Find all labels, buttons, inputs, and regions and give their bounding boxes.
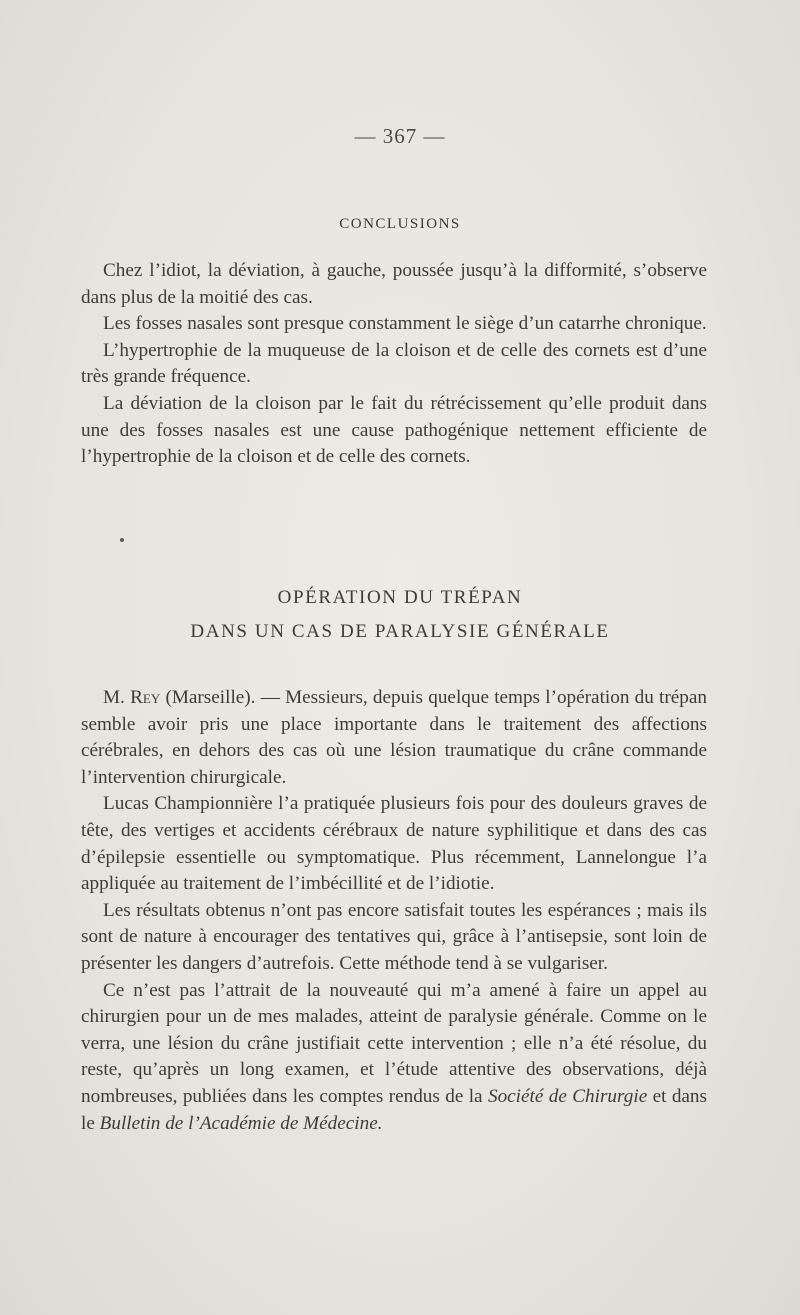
journal-title: Bulletin de l’Académie de Médecine. xyxy=(99,1112,383,1134)
stray-mark xyxy=(120,538,124,542)
paragraph: Lucas Championnière l’a pratiquée plusieurs fois pour des douleurs graves de tête, des vertiges et accidents cérébraux de nature syphilitique et dans des cas d’épilepsie essentielle ou symptomatique. Plus récemment, Lannelongue l’a appliquée au traitement de l’imbécillité et de l’idiotie. xyxy=(81,793,707,895)
conclusions-text xyxy=(81,258,707,471)
paragraph-text: et dans le xyxy=(81,1085,707,1134)
paragraph: Les fosses nasales sont presque constamment le siège d’un catarrhe chronique. xyxy=(103,313,707,335)
paragraph: La déviation de la cloison par le fait du rétrécissement qu’elle produit dans une des fosses nasales est une cause pathogénique nettement efficiente de l’hypertrophie de la cloison et de celle des cornets. xyxy=(81,392,707,468)
article-title-line-1: OPÉRATION DU TRÉPAN xyxy=(277,587,523,608)
paragraph: Les résultats obtenus n’ont pas encore satisfait toutes les espérances ; mais ils sont de nature à encourager des tentatives qui, grâce à l’antisepsie, sont loin de présenter les dangers d’autrefois. Cette méthode tend à se vulgariser. xyxy=(81,899,707,974)
author-name: Rey xyxy=(130,687,161,708)
paragraph: Chez l’idiot, la déviation, à gauche, poussée jusqu’à la difformité, s’observe dans plus de la moitié des cas. xyxy=(81,260,707,308)
paragraph: L’hypertrophie de la muqueuse de la cloison et de celle des cornets est d’une très grande fréquence. xyxy=(81,339,707,388)
paragraph xyxy=(81,978,707,1138)
paragraph xyxy=(81,685,707,791)
intro-prefix: M. xyxy=(103,687,131,708)
article-title-line-2: DANS UN CAS DE PARALYSIE GÉNÉRALE xyxy=(190,621,610,642)
page-number: — 367 — xyxy=(354,124,446,148)
intro-text: (Marseille). — Messieurs, depuis quelque temps l’opération du trépan semble avoir pris une place importante dans le traitement des affections cérébrales, en dehors des cas où une lésion traumatique du crâne commande l’intervention chirurgicale. xyxy=(81,687,707,788)
paragraph-text: Ce n’est pas l’attrait de la nouveauté qui m’a amené à faire un appel au chirurgien pour un de mes malades, atteint de paralysie générale. Comme on le verra, une lésion du crâne justifiait cette intervention ; elle n’a été résolue, du reste, qu’après un long examen, et l’étude attentive des observations, déjà nombreuses, publiées dans les comptes rendus de la xyxy=(81,979,707,1107)
operation-text xyxy=(81,685,707,1137)
journal-title: Société de Chirurgie xyxy=(487,1085,648,1107)
section-heading-conclusions: CONCLUSIONS xyxy=(339,216,461,232)
